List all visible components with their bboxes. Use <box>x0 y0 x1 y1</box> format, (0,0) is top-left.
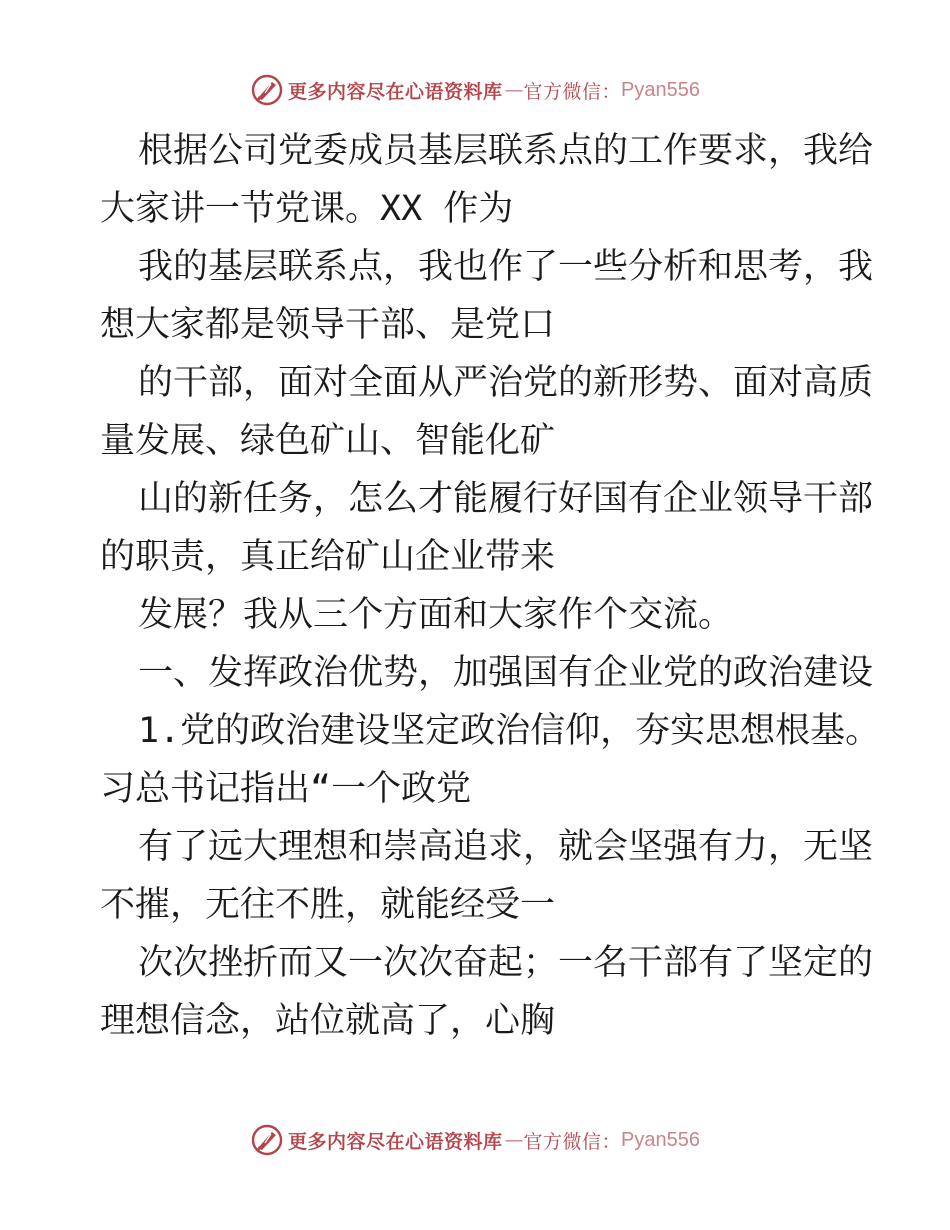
text-line: 我的基层联系点，我也作了一些分析和思考，我 <box>138 247 874 287</box>
banner-main-text: 更多内容尽在心语资料库 <box>288 80 503 103</box>
banner-wechat-id: Pyan556 <box>621 78 700 101</box>
section-heading: 一、发挥政治优势，加强国有企业党的政治建设 <box>138 653 874 693</box>
quill-pen-logo-icon <box>250 73 284 107</box>
text-line: 大家讲一节党课。XX 作为 <box>100 189 514 229</box>
text-line: 山的新任务，怎么才能履行好国有企业领导干部 <box>138 479 874 519</box>
banner-separator: — <box>504 79 524 101</box>
banner-wechat-id: Pyan556 <box>621 1128 700 1151</box>
text-line: 1.党的政治建设坚定政治信仰，夯实思想根基。 <box>138 711 881 751</box>
text-line: 理想信念，站位就高了，心胸 <box>100 1001 556 1041</box>
banner-wechat-label: 官方微信： <box>523 80 622 103</box>
text-line: 想大家都是领导干部、是党口 <box>100 305 556 345</box>
text-line: 习总书记指出“一个政党 <box>100 769 472 809</box>
banner-separator: — <box>504 1129 524 1151</box>
banner-main-text: 更多内容尽在心语资料库 <box>288 1130 503 1153</box>
footer-banner <box>0 1118 950 1162</box>
text-line: 的职责，真正给矿山企业带来 <box>100 537 556 577</box>
text-line: 有了远大理想和崇高追求，就会坚强有力，无坚 <box>138 827 874 867</box>
text-line: 的干部，面对全面从严治党的新形势、面对高质 <box>138 363 874 403</box>
text-line: 发展？我从三个方面和大家作个交流。 <box>138 595 734 635</box>
text-line: 次次挫折而又一次次奋起；一名干部有了坚定的 <box>138 943 874 983</box>
text-line: 量发展、绿色矿山、智能化矿 <box>100 421 556 461</box>
document-body <box>100 122 881 1050</box>
text-line: 根据公司党委成员基层联系点的工作要求，我给 <box>138 131 874 171</box>
quill-pen-logo-icon <box>250 1123 284 1157</box>
header-banner <box>0 68 950 112</box>
text-line: 不摧，无往不胜，就能经受一 <box>100 885 556 925</box>
banner-wechat-label: 官方微信： <box>523 1130 622 1153</box>
